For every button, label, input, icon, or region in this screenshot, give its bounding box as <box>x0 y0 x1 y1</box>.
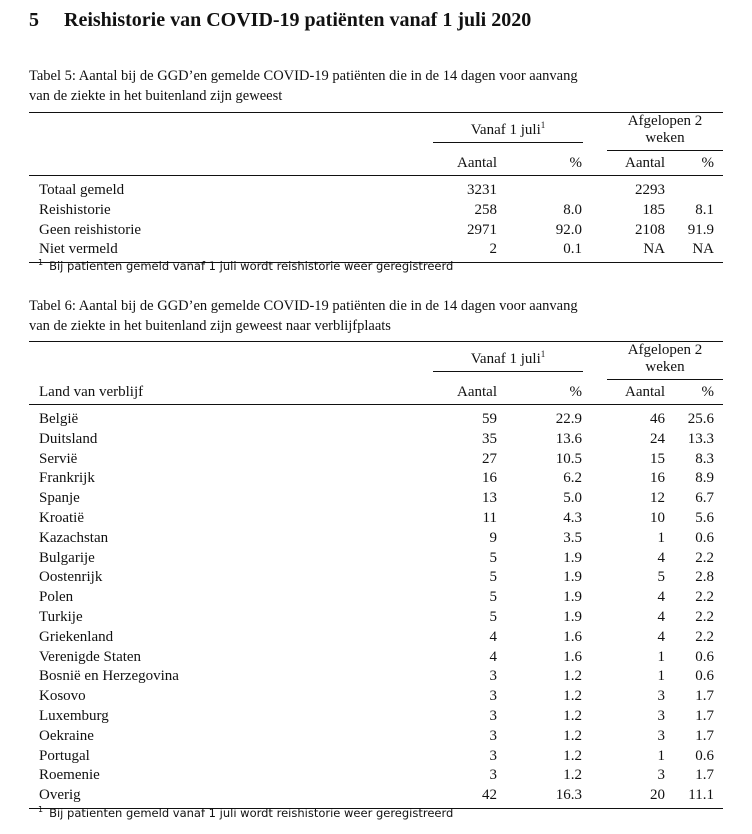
section-heading <box>29 9 531 32</box>
table5-col-count1: Aantal <box>427 151 510 176</box>
row-label: Totaal gemeld <box>39 182 125 198</box>
count-afgelopen: 24 <box>650 430 665 447</box>
count-afgelopen: 5 <box>657 569 665 586</box>
row-label: Spanje <box>39 490 80 507</box>
table-row <box>29 588 723 608</box>
count-afgelopen: 1 <box>657 668 665 685</box>
table5-group-vanaf: Vanaf 1 juli$^1$ <box>427 113 595 152</box>
count-vanaf: 42 <box>427 786 510 808</box>
row-label: Verenigde Staten <box>39 648 142 665</box>
pct-vanaf: 1.9 <box>563 569 582 586</box>
pct-afgelopen: 1.7 <box>695 707 714 724</box>
count-afgelopen: 3 <box>657 767 665 784</box>
pct-vanaf: 13.6 <box>555 430 582 447</box>
pct-afgelopen: 0.6 <box>695 747 714 764</box>
count-vanaf: 35 <box>482 430 497 447</box>
pct-vanaf: 6.2 <box>563 470 582 487</box>
count-vanaf: 3 <box>489 747 497 764</box>
count-afgelopen: 12 <box>650 490 665 507</box>
pct-afgelopen: 8.1 <box>695 201 714 218</box>
count-afgelopen: 2108 <box>635 221 665 238</box>
count-vanaf: 4 <box>489 628 497 645</box>
table-row <box>29 221 723 241</box>
row-label: Polen <box>39 589 74 606</box>
pct-afgelopen: 0.6 <box>695 529 714 546</box>
table-row <box>29 747 723 767</box>
table-row <box>29 405 723 430</box>
row-label: Kosovo <box>39 688 86 705</box>
count-afgelopen: 4 <box>657 549 665 566</box>
count-afgelopen: 1 <box>657 529 665 546</box>
pct-vanaf: 1.2 <box>563 767 582 784</box>
count-vanaf: 3231 <box>467 182 497 198</box>
table-row <box>29 648 723 668</box>
section-number: 5 <box>29 9 39 31</box>
table5-caption-line2: van de ziekte in het buitenland zijn geweest <box>29 88 283 104</box>
pct-vanaf: 1.2 <box>563 747 582 764</box>
pct-afgelopen: 2.2 <box>695 608 714 625</box>
count-vanaf: 3 <box>489 767 497 784</box>
count-vanaf: 5 <box>489 569 497 586</box>
pct-vanaf: 0.1 <box>510 240 595 262</box>
row-label: Luxemburg <box>39 707 109 724</box>
row-label: Frankrijk <box>39 470 95 487</box>
pct-vanaf: 1.6 <box>563 648 582 665</box>
table6-col-label: Land van verblijf <box>29 380 427 405</box>
row-label: Kroatië <box>39 509 84 526</box>
count-afgelopen: 3 <box>657 727 665 744</box>
count-vanaf: 258 <box>474 201 497 218</box>
count-afgelopen: 4 <box>657 608 665 625</box>
pct-afgelopen: 8.9 <box>695 470 714 487</box>
count-afgelopen: 10 <box>650 509 665 526</box>
pct-vanaf: 5.0 <box>563 490 582 507</box>
row-label: Duitsland <box>39 430 98 447</box>
row-label: Bulgarije <box>39 549 95 566</box>
table-row <box>29 489 723 509</box>
count-afgelopen: 4 <box>657 628 665 645</box>
table6-col-pct2: % <box>678 380 723 405</box>
pct-vanaf: 1.9 <box>563 589 582 606</box>
pct-vanaf: 8.0 <box>563 201 582 218</box>
row-label: Oekraine <box>39 727 94 744</box>
table-row <box>29 727 723 747</box>
pct-afgelopen: 2.2 <box>695 589 714 606</box>
pct-vanaf: 1.2 <box>563 727 582 744</box>
count-afgelopen: 1 <box>657 648 665 665</box>
pct-afgelopen: 8.3 <box>695 450 714 467</box>
table-row <box>29 667 723 687</box>
pct-vanaf: 1.6 <box>563 628 582 645</box>
row-label: Servië <box>39 450 78 467</box>
pct-afgelopen: 6.7 <box>695 490 714 507</box>
pct-vanaf: 10.5 <box>555 450 582 467</box>
row-label: Portugal <box>39 747 90 764</box>
count-afgelopen: NA <box>595 240 678 262</box>
row-label: Griekenland <box>39 628 114 645</box>
table5-group-afgelopen: Afgelopen 2 weken <box>595 113 723 152</box>
row-label: Overig <box>29 786 427 808</box>
table6-group-vanaf: Vanaf 1 juli$^1$ <box>427 342 595 381</box>
pct-vanaf: 22.9 <box>555 411 582 427</box>
table6-caption-line1: Tabel 6: Aantal bij de GGD’en gemelde COVID-19 patiënten die in de 14 dagen voor aanvang <box>29 298 578 314</box>
table5-col-count2: Aantal <box>595 151 678 176</box>
row-label: Reishistorie <box>39 201 111 218</box>
table-row <box>29 176 723 201</box>
pct-vanaf: 1.2 <box>563 688 582 705</box>
table5-caption <box>29 66 729 106</box>
table-row <box>29 509 723 529</box>
count-vanaf: 4 <box>489 648 497 665</box>
count-vanaf: 5 <box>489 608 497 625</box>
table5-caption-line1: Tabel 5: Aantal bij de GGD’en gemelde COVID-19 patiënten die in de 14 dagen voor aanvang <box>29 68 578 84</box>
count-afgelopen: 15 <box>650 450 665 467</box>
table5-footnote: $^1$ Bij patienten gemeld vanaf 1 juli wordt reishistorie weer geregistreerd <box>38 258 454 273</box>
pct-afgelopen: 11.1 <box>678 786 723 808</box>
pct-afgelopen: 25.6 <box>687 411 714 427</box>
count-vanaf: 13 <box>482 490 497 507</box>
count-vanaf: 3 <box>489 688 497 705</box>
table6-col-pct1: % <box>510 380 595 405</box>
pct-vanaf: 16.3 <box>510 786 595 808</box>
count-afgelopen: 1 <box>657 747 665 764</box>
table5-col-pct2: % <box>678 151 723 176</box>
count-vanaf: 3 <box>489 668 497 685</box>
count-vanaf: 59 <box>482 411 497 427</box>
pct-afgelopen: 0.6 <box>695 648 714 665</box>
pct-afgelopen: 1.7 <box>695 688 714 705</box>
count-afgelopen: 3 <box>657 707 665 724</box>
table6 <box>29 341 723 809</box>
pct-afgelopen: 1.7 <box>695 767 714 784</box>
pct-afgelopen: 0.6 <box>695 668 714 685</box>
count-vanaf: 3 <box>489 727 497 744</box>
row-label: België <box>39 411 79 427</box>
pct-vanaf: 3.5 <box>563 529 582 546</box>
table6-footnote: $^1$ Bij patienten gemeld vanaf 1 juli wordt reishistorie weer geregistreerd <box>38 805 454 820</box>
table5 <box>29 112 723 263</box>
pct-vanaf: 1.2 <box>563 707 582 724</box>
count-afgelopen: 3 <box>657 688 665 705</box>
row-label: Turkije <box>39 608 83 625</box>
pct-afgelopen: 13.3 <box>687 430 714 447</box>
count-vanaf: 2 <box>427 240 510 262</box>
pct-afgelopen: 5.6 <box>695 509 714 526</box>
table-row <box>29 549 723 569</box>
table-row <box>29 201 723 221</box>
row-label: Geen reishistorie <box>39 221 142 238</box>
section-title: Reishistorie van COVID-19 patiënten vanaf 1 juli 2020 <box>64 9 532 31</box>
table-row <box>29 628 723 648</box>
row-label: Roemenie <box>39 767 100 784</box>
table5-col-pct1: % <box>510 151 595 176</box>
row-label: Kazachstan <box>39 529 109 546</box>
table6-group-afgelopen: Afgelopen 2 weken <box>595 342 723 381</box>
pct-vanaf: 92.0 <box>555 221 582 238</box>
count-afgelopen: 4 <box>657 589 665 606</box>
pct-afgelopen: 91.9 <box>687 221 714 238</box>
table-row <box>29 568 723 588</box>
pct-afgelopen: 2.2 <box>695 549 714 566</box>
table-row <box>29 529 723 549</box>
table5-col-label <box>29 151 427 176</box>
row-label: Bosnië en Herzegovina <box>39 668 179 685</box>
pct-vanaf <box>510 176 595 201</box>
count-afgelopen: 20 <box>595 786 678 808</box>
table6-caption <box>29 296 729 336</box>
pct-vanaf: 1.9 <box>563 608 582 625</box>
row-label: Oostenrijk <box>39 569 103 586</box>
table-row <box>29 430 723 450</box>
table-row <box>29 707 723 727</box>
table-row <box>29 450 723 470</box>
pct-vanaf: 4.3 <box>563 509 582 526</box>
row-label: Niet vermeld <box>29 240 427 262</box>
count-vanaf: 11 <box>482 509 497 526</box>
count-afgelopen: 2293 <box>635 182 665 198</box>
count-afgelopen: 185 <box>642 201 665 218</box>
count-vanaf: 16 <box>482 470 497 487</box>
pct-afgelopen <box>678 176 723 201</box>
count-afgelopen: 46 <box>650 411 665 427</box>
table6-col-count1: Aantal <box>427 380 510 405</box>
pct-vanaf: 1.2 <box>563 668 582 685</box>
table-row <box>29 687 723 707</box>
pct-afgelopen: 2.8 <box>695 569 714 586</box>
count-vanaf: 27 <box>482 450 497 467</box>
pct-afgelopen: 2.2 <box>695 628 714 645</box>
count-vanaf: 3 <box>489 707 497 724</box>
pct-afgelopen: 1.7 <box>695 727 714 744</box>
table6-col-count2: Aantal <box>595 380 678 405</box>
table-row <box>29 469 723 489</box>
count-afgelopen: 16 <box>650 470 665 487</box>
pct-vanaf: 1.9 <box>563 549 582 566</box>
table6-caption-line2: van de ziekte in het buitenland zijn geweest naar verblijfplaats <box>29 318 391 334</box>
table-row <box>29 766 723 786</box>
count-vanaf: 2971 <box>467 221 497 238</box>
pct-afgelopen: NA <box>678 240 723 262</box>
count-vanaf: 5 <box>489 589 497 606</box>
count-vanaf: 5 <box>489 549 497 566</box>
count-vanaf: 9 <box>489 529 497 546</box>
table-row <box>29 608 723 628</box>
